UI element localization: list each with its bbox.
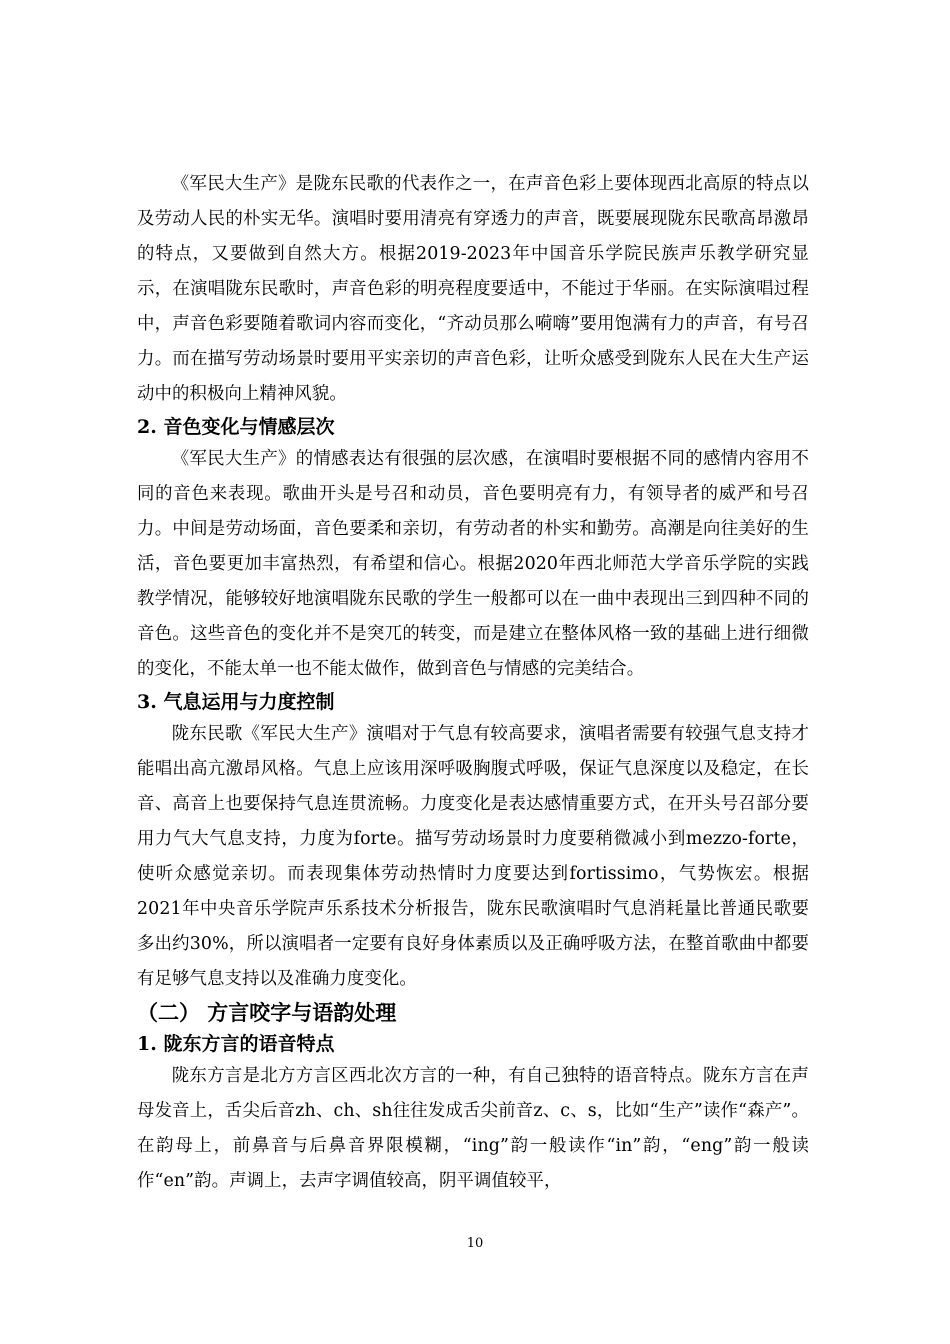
page-number: 10: [466, 1236, 484, 1251]
paragraph-breath-dynamics: 陇东民歌《军民大生产》演唱对于气息有较高要求，演唱者需要有较强气息支持才能唱出高亢激昂风格。气息上应该用深呼吸胸腹式呼吸，保证气息深度以及稳定，在长音、高音上也要保持气息连贯流畅。力度变化是表达感情重要方式，在开头号召部分要用力气大气息支持，力度为forte。描写劳动场景时力度要稍微减小到mezzo-forte，使听众感觉亲切。而表现集体劳动热情时力度要达到fortissimo，气势恢宏。根据2021年中央音乐学院声乐系技术分析报告，陇东民歌演唱时气息消耗量比普通民歌要多出约30%，所以演唱者一定要有良好身体素质以及正确呼吸方法，在整首歌曲中都要有足够气息支持以及准确力度变化。: [137, 724, 809, 989]
paragraph-dialect-phonetics: 陇东方言是北方方言区西北次方言的一种，有自己独特的语音特点。陇东方言在声母发音上，舌尖后音zh、ch、sh往往发成舌尖前音z、c、s，比如“生产”读作“森产”。在韵母上，前鼻音与后鼻音界限模糊，“ing”韵一般读作“in”韵，“eng”韵一般读作“en”韵。声调上，去声字调值较高，阴平调值较平，: [137, 1066, 809, 1191]
heading-dialect-phonetics: 1. 陇东方言的语音特点: [137, 1033, 335, 1055]
section-title-dialect: （二） 方言咬字与语韵处理: [137, 1000, 397, 1025]
page-body: [137, 167, 809, 1199]
heading-timbre-emotion: 2. 音色变化与情感层次: [137, 416, 335, 438]
paragraph-vocal-color: 《军民大生产》是陇东民歌的代表作之一，在声音色彩上要体现西北高原的特点以及劳动人民的朴实无华。演唱时要用清亮有穿透力的声音，既要展现陇东民歌高昂激昂的特点，又要做到自然大方。根据2019-2023年中国音乐学院民族声乐教学研究显示，在演唱陇东民歌时，声音色彩的明亮程度要适中，不能过于华丽。在实际演唱过程中，声音色彩要随着歌词内容而变化，“齐动员那么嗬嗨”要用饱满有力的声音，有号召力。而在描写劳动场景时要用平实亲切的声音色彩，让听众感受到陇东人民在大生产运动中的积极向上精神风貌。: [137, 174, 809, 404]
paragraph-timbre-emotion: 《军民大生产》的情感表达有很强的层次感，在演唱时要根据不同的感情内容用不同的音色来表现。歌曲开头是号召和动员，音色要明亮有力，有领导者的威严和号召力。中间是劳动场面，音色要柔和亲切，有劳动者的朴实和勤劳。高潮是向往美好的生活，音色要更加丰富热烈，有希望和信心。根据2020年西北师范大学音乐学院的实践教学情况，能够较好地演唱陇东民歌的学生一般都可以在一曲中表现出三到四种不同的音色。这些音色的变化并不是突兀的转变，而是建立在整体风格一致的基础上进行细微的变化，不能太单一也不能太做作，做到音色与情感的完美结合。: [137, 449, 809, 679]
heading-breath-dynamics: 3. 气息运用与力度控制: [137, 691, 335, 713]
